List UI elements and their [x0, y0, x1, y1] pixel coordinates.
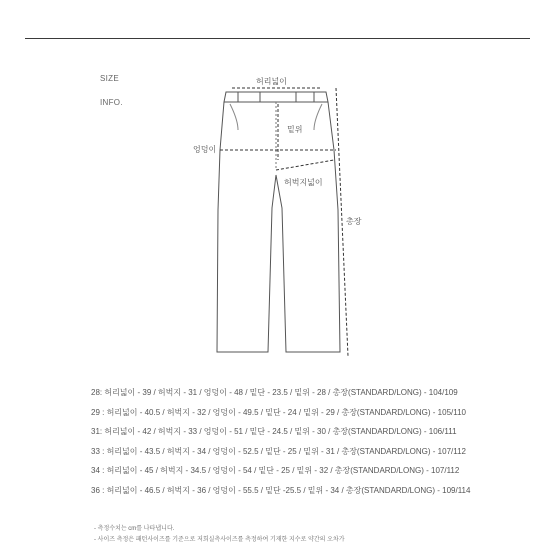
measure-lines	[220, 88, 348, 356]
hip-label: 엉덩이	[193, 145, 217, 154]
size-row-28: 28: 허리넓이 - 39 / 허벅지 - 31 / 엉덩이 - 48 / 밑단 - 23.5 / 밑위 - 28 / 총장(STANDARD/LONG) - 104/109	[91, 388, 458, 397]
length-label: 총장	[346, 217, 362, 226]
notes	[94, 524, 534, 546]
waist-label: 허리넓이	[256, 77, 287, 86]
size-row-33: 33 : 허리넓이 - 43.5 / 허벅지 - 34 / 엉덩이 - 52.5 / 밑단 - 25 / 밑위 - 31 / 총장(STANDARD/LONG) - 107/112	[91, 446, 467, 456]
info-label: INFO.	[100, 98, 123, 107]
note-measurement: - 사이즈 측정은 패턴사이즈를 기준으로 저희실측사이즈를 측정하여 기재한 지수로 약간의 오차가	[94, 537, 345, 543]
note-unit: - 측정수치는 cm를 나타냅니다.	[94, 526, 175, 532]
size-label: SIZE	[100, 74, 119, 83]
size-table	[91, 383, 531, 500]
size-row-29: 29 : 허리넓이 - 40.5 / 허벅지 - 32 / 엉덩이 - 49.5 / 밑단 - 24 / 밑위 - 29 / 총장(STANDARD/LONG) - 105/110	[91, 407, 467, 417]
size-row-36: 36 : 허리넓이 - 46.5 / 허벅지 - 36 / 엉덩이 - 55.5 / 밑단 -25.5 / 밑위 - 34 / 총장(STANDARD/LONG) - 109/114	[91, 485, 471, 495]
rise-label: 밑위	[287, 125, 303, 134]
thigh-label: 허벅지넓이	[284, 178, 323, 187]
size-row-31: 31: 허리넓이 - 42 / 허벅지 - 33 / 엉덩이 - 51 / 밑단 - 24.5 / 밑위 - 30 / 총장(STANDARD/LONG) - 106/111	[91, 427, 457, 436]
size-row-34: 34 : 허리넓이 - 45 / 허벅지 - 34.5 / 엉덩이 - 54 / 밑단 - 25 / 밑위 - 32 / 총장(STANDARD/LONG) - 107/112	[91, 466, 460, 475]
